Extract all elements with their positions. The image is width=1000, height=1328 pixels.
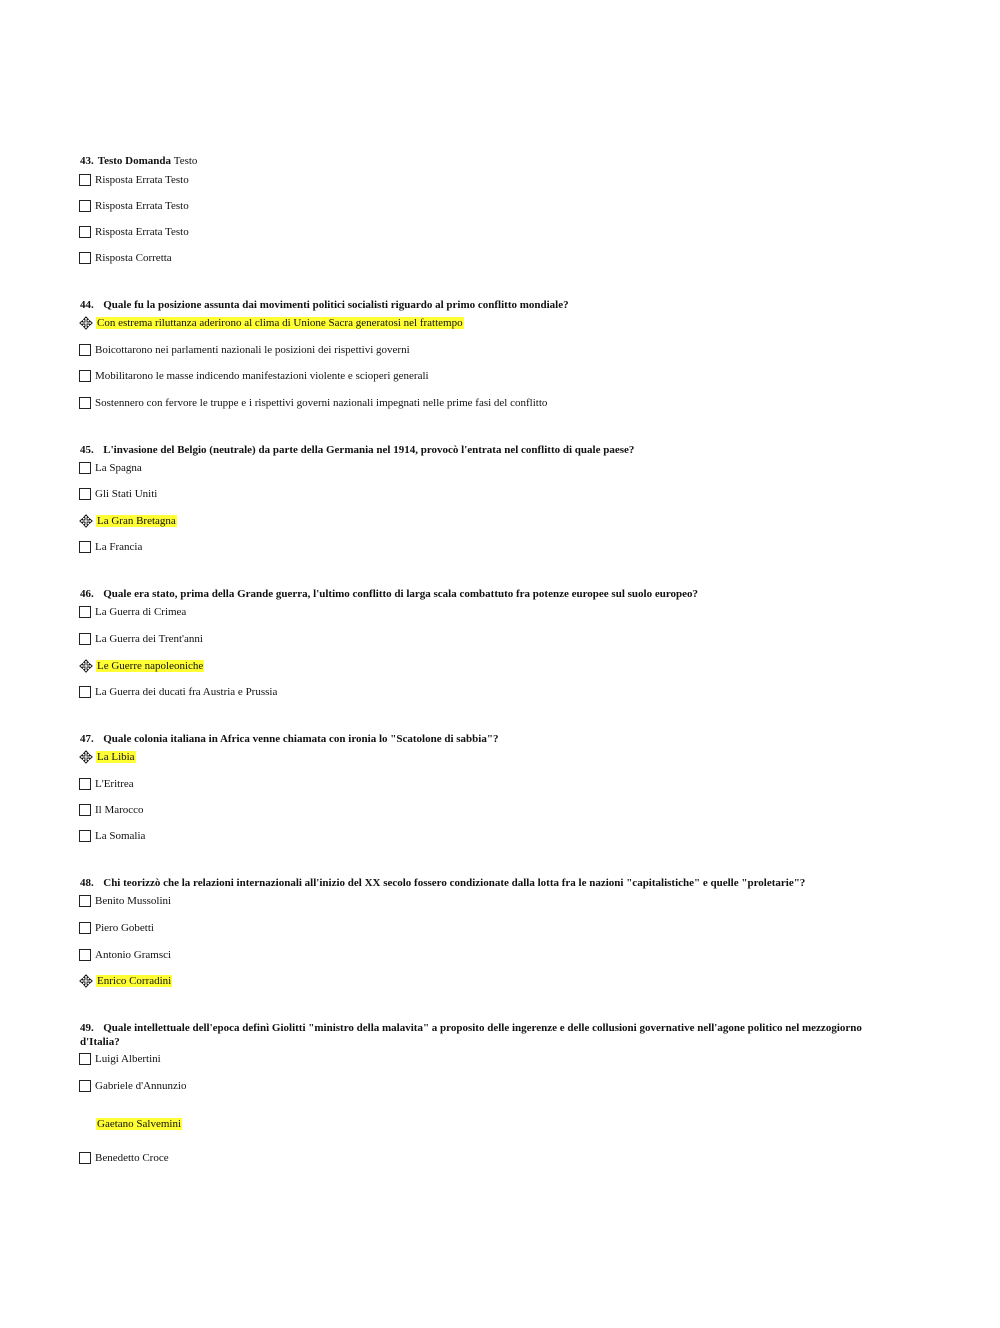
move-icon[interactable] — [79, 514, 93, 528]
answer-option[interactable] — [79, 224, 189, 240]
question-number: 47. — [80, 733, 94, 745]
answer-option[interactable] — [79, 1116, 182, 1132]
checkbox[interactable] — [79, 200, 91, 212]
question-title — [80, 1021, 890, 1049]
answer-text: Benedetto Croce — [95, 1152, 169, 1164]
checkbox[interactable] — [79, 252, 91, 264]
question-text: Quale colonia italiana in Africa venne chiamata con ironia lo "Scatolone di sabbia"? — [103, 733, 499, 745]
answer-option[interactable] — [79, 658, 204, 674]
checkbox[interactable] — [79, 370, 91, 382]
answer-option[interactable] — [79, 828, 145, 844]
answer-option[interactable] — [79, 631, 203, 647]
move-icon[interactable] — [79, 659, 93, 673]
question-text: Quale intellettuale dell'epoca definì Giolitti "ministro della malavita" a proposito delle ingerenze e delle collusioni governative nell'agone politico nel mezzogiorno d'Italia? — [80, 1022, 862, 1048]
checkbox[interactable] — [79, 226, 91, 238]
answer-option[interactable] — [79, 920, 154, 936]
question-title — [80, 298, 890, 312]
answer-option[interactable] — [79, 947, 171, 963]
checkbox[interactable] — [79, 922, 91, 934]
checkbox[interactable] — [79, 174, 91, 186]
checkbox[interactable] — [79, 397, 91, 409]
answer-option[interactable] — [79, 893, 171, 909]
question-text: Quale era stato, prima della Grande guerra, l'ultimo conflitto di larga scala combattuto fra potenze europee sul suolo europeo? — [103, 588, 699, 600]
answer-text: La Guerra dei Trent'anni — [95, 633, 203, 645]
highlighted-answer-text: La Libia — [97, 751, 135, 763]
question-title — [80, 876, 890, 890]
checkbox[interactable] — [79, 1080, 91, 1092]
answer-text: La Spagna — [95, 462, 142, 474]
answer-text: Risposta Errata Testo — [95, 226, 189, 238]
highlighted-answer-text: Gaetano Salvemini — [97, 1118, 182, 1130]
checkbox[interactable] — [79, 895, 91, 907]
answer-text: Risposta Corretta — [95, 252, 172, 264]
question-number: 46. — [80, 588, 94, 600]
answer-option[interactable] — [79, 684, 277, 700]
answer-text: La Guerra di Crimea — [95, 606, 187, 618]
answer-option[interactable] — [79, 198, 189, 214]
answer-option[interactable] — [79, 604, 186, 620]
answer-text: Risposta Errata Testo — [95, 174, 189, 186]
answer-option[interactable] — [79, 315, 464, 331]
answer-option[interactable] — [79, 513, 177, 529]
answer-option[interactable] — [79, 395, 547, 411]
answer-option[interactable] — [79, 460, 142, 476]
answer-option[interactable] — [79, 368, 429, 384]
checkbox[interactable] — [79, 830, 91, 842]
question-number: 44. — [80, 299, 94, 311]
highlighted-answer-text: Con estrema riluttanza aderirono al clima di Unione Sacra generatosi nel frattempo — [97, 317, 463, 329]
answer-text: Risposta Errata Testo — [95, 200, 189, 212]
answer-text: Sostennero con fervore le truppe e i rispettivi governi nazionali impegnati nelle prime fasi del conflitto — [95, 397, 548, 409]
answer-option[interactable] — [79, 1150, 169, 1166]
answer-option[interactable] — [79, 539, 142, 555]
checkbox[interactable] — [79, 541, 91, 553]
checkbox[interactable] — [79, 462, 91, 474]
answer-option[interactable] — [79, 973, 172, 989]
answer-text: Benito Mussolini — [95, 895, 172, 907]
question-text: Quale fu la posizione assunta dai movimenti politici socialisti riguardo al primo conflitto mondiale? — [103, 299, 569, 311]
checkbox[interactable] — [79, 778, 91, 790]
answer-text: Gli Stati Uniti — [95, 488, 158, 500]
question-title — [80, 587, 890, 601]
answer-text: Luigi Albertini — [95, 1053, 161, 1065]
checkbox[interactable] — [79, 1152, 91, 1164]
marker-spacer — [79, 1117, 93, 1131]
answer-text: Antonio Gramsci — [95, 949, 172, 961]
question-text: Chi teorizzò che la relazioni internazionali all'inizio del XX secolo fossero condizionate dalla lotta fra le nazioni "capitalistiche" e quelle "proletarie"? — [103, 877, 806, 889]
question-title — [80, 154, 890, 168]
answer-text: La Francia — [95, 541, 143, 553]
highlighted-answer-text: La Gran Bretagna — [97, 515, 176, 527]
answer-option[interactable] — [79, 749, 136, 765]
answer-text: L'Eritrea — [95, 778, 134, 790]
answer-option[interactable] — [79, 250, 172, 266]
question-number: 49. — [80, 1022, 94, 1034]
answer-option[interactable] — [79, 802, 144, 818]
answer-text: Gabriele d'Annunzio — [95, 1080, 187, 1092]
answer-text: La Guerra dei ducati fra Austria e Prussia — [95, 686, 278, 698]
question-number: 48. — [80, 877, 94, 889]
move-icon[interactable] — [79, 316, 93, 330]
checkbox[interactable] — [79, 633, 91, 645]
answer-option[interactable] — [79, 1051, 161, 1067]
question-text: L'invasione del Belgio (neutrale) da parte della Germania nel 1914, provocò l'entrata nel conflitto di quale paese? — [103, 444, 635, 456]
answer-text: Mobilitarono le masse indicendo manifestazioni violente e scioperi generali — [95, 370, 429, 382]
question-title — [80, 732, 890, 746]
question-text-plain: Testo — [173, 155, 198, 167]
checkbox[interactable] — [79, 488, 91, 500]
move-icon[interactable] — [79, 974, 93, 988]
checkbox[interactable] — [79, 1053, 91, 1065]
checkbox[interactable] — [79, 686, 91, 698]
answer-text: Il Marocco — [95, 804, 144, 816]
highlighted-answer-text: Le Guerre napoleoniche — [97, 660, 204, 672]
question-number: 43. — [80, 155, 94, 167]
checkbox[interactable] — [79, 606, 91, 618]
question-title — [80, 443, 890, 457]
answer-option[interactable] — [79, 1078, 186, 1094]
answer-text: Boicottarono nei parlamenti nazionali le posizioni dei rispettivi governi — [95, 344, 410, 356]
answer-option[interactable] — [79, 486, 157, 502]
answer-option[interactable] — [79, 342, 410, 358]
answer-option[interactable] — [79, 776, 134, 792]
answer-text: Piero Gobetti — [95, 922, 154, 934]
question-number: 45. — [80, 444, 94, 456]
answer-option[interactable] — [79, 172, 189, 188]
answer-text: La Somalia — [95, 830, 146, 842]
move-icon[interactable] — [79, 750, 93, 764]
checkbox[interactable] — [79, 344, 91, 356]
checkbox[interactable] — [79, 949, 91, 961]
checkbox[interactable] — [79, 804, 91, 816]
question-text: Testo Domanda — [97, 155, 171, 167]
highlighted-answer-text: Enrico Corradini — [97, 975, 172, 987]
